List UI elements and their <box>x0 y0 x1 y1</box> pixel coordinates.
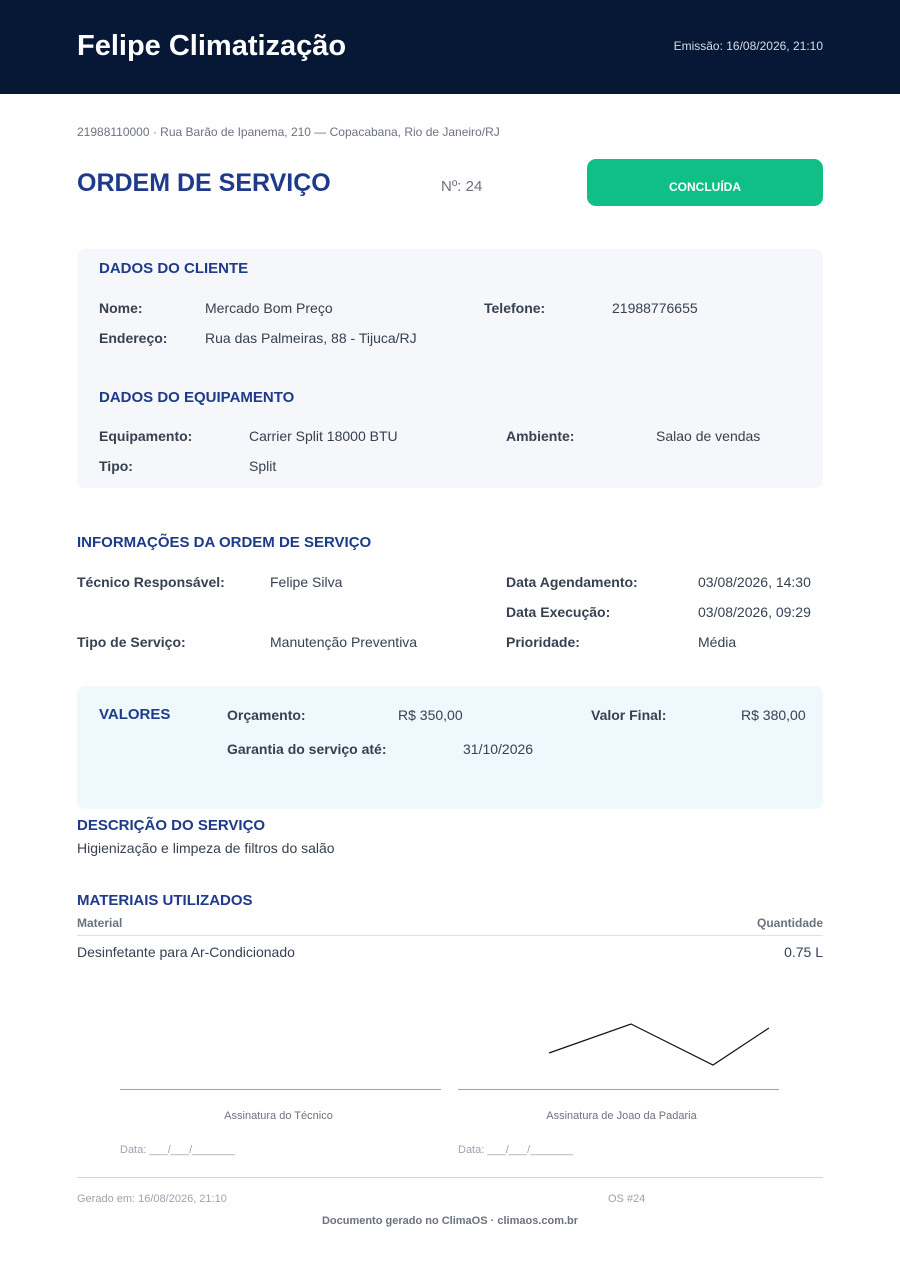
client-equipment-panel <box>77 249 823 488</box>
quantity-column-header: Quantidade <box>756 916 823 930</box>
final-value: R$ 380,00 <box>741 707 806 723</box>
executed-value: 03/08/2026, 09:29 <box>698 604 811 620</box>
client-phone-label: Telefone: <box>484 300 546 316</box>
service-type-value: Manutenção Preventiva <box>270 634 418 650</box>
materials-section-title: MATERIAIS UTILIZADOS <box>77 892 253 909</box>
final-value-label: Valor Final: <box>591 707 667 723</box>
values-panel <box>77 686 823 809</box>
priority-label: Prioridade: <box>506 634 580 650</box>
client-signature-line <box>458 1089 779 1090</box>
footer-divider <box>77 1177 823 1178</box>
service-type-label: Tipo de Serviço: <box>77 634 186 650</box>
client-phone: 21988776655 <box>612 300 698 316</box>
environment-value: Salao de vendas <box>656 428 761 444</box>
client-section-title: DADOS DO CLIENTE <box>99 260 249 277</box>
client-name-label: Nome: <box>99 300 143 316</box>
client-address: Rua das Palmeiras, 88 - Tijuca/RJ <box>205 330 417 346</box>
environment-label: Ambiente: <box>506 428 575 444</box>
footer-brand: Documento gerado no ClimaOS · climaos.com.br <box>321 1215 579 1227</box>
scheduled-value: 03/08/2026, 14:30 <box>698 574 811 590</box>
technician-signature-caption: Assinatura do Técnico <box>224 1110 333 1122</box>
header-bar <box>0 0 900 94</box>
description-section-title: DESCRIÇÃO DO SERVIÇO <box>77 817 266 834</box>
executed-label: Data Execução: <box>506 604 611 620</box>
order-number: Nº: 24 <box>441 178 483 195</box>
footer-order-ref: OS #24 <box>608 1193 646 1205</box>
scheduled-label: Data Agendamento: <box>506 574 638 590</box>
equipment-type: Split <box>249 458 277 474</box>
priority-value: Média <box>698 634 737 650</box>
values-section-title: VALORES <box>99 706 171 723</box>
warranty-label: Garantia do serviço até: <box>227 741 387 757</box>
generated-at: Gerado em: 16/08/2026, 21:10 <box>77 1193 227 1205</box>
equipment-value: Carrier Split 18000 BTU <box>249 428 398 444</box>
equipment-label: Equipamento: <box>99 428 193 444</box>
client-signature-drawing <box>540 1015 780 1075</box>
company-name: Felipe Climatização <box>77 30 347 62</box>
info-section-title: INFORMAÇÕES DA ORDEM DE SERVIÇO <box>77 534 372 551</box>
document-title: ORDEM DE SERVIÇO <box>77 169 331 197</box>
client-name: Mercado Bom Preço <box>205 300 333 316</box>
material-column-header: Material <box>77 916 123 930</box>
budget-value: R$ 350,00 <box>398 707 463 723</box>
material-name: Desinfetante para Ar-Condicionado <box>77 944 295 960</box>
emission-date: Emissão: 16/08/2026, 21:10 <box>673 39 823 53</box>
equipment-section-title: DADOS DO EQUIPAMENTO <box>99 389 295 406</box>
status-badge: CONCLUÍDA <box>587 159 823 206</box>
technician-signature-line <box>120 1089 441 1090</box>
technician-value: Felipe Silva <box>270 574 343 590</box>
client-signature-caption: Assinatura de Joao da Padaria <box>546 1110 697 1122</box>
equipment-type-label: Tipo: <box>99 458 133 474</box>
company-contact: 21988110000 · Rua Barão de Ipanema, 210 — Copacabana, Rio de Janeiro/RJ <box>77 125 500 139</box>
description-text: Higienização e limpeza de filtros do salão <box>77 840 335 856</box>
budget-label: Orçamento: <box>227 707 306 723</box>
warranty-value: 31/10/2026 <box>463 741 534 757</box>
client-signature-date: Data: ___/___/_______ <box>458 1144 573 1156</box>
technician-signature-date: Data: ___/___/_______ <box>120 1144 235 1156</box>
materials-divider <box>77 935 823 936</box>
technician-label: Técnico Responsável: <box>77 574 225 590</box>
client-address-label: Endereço: <box>99 330 168 346</box>
material-quantity: 0.75 L <box>784 944 823 960</box>
